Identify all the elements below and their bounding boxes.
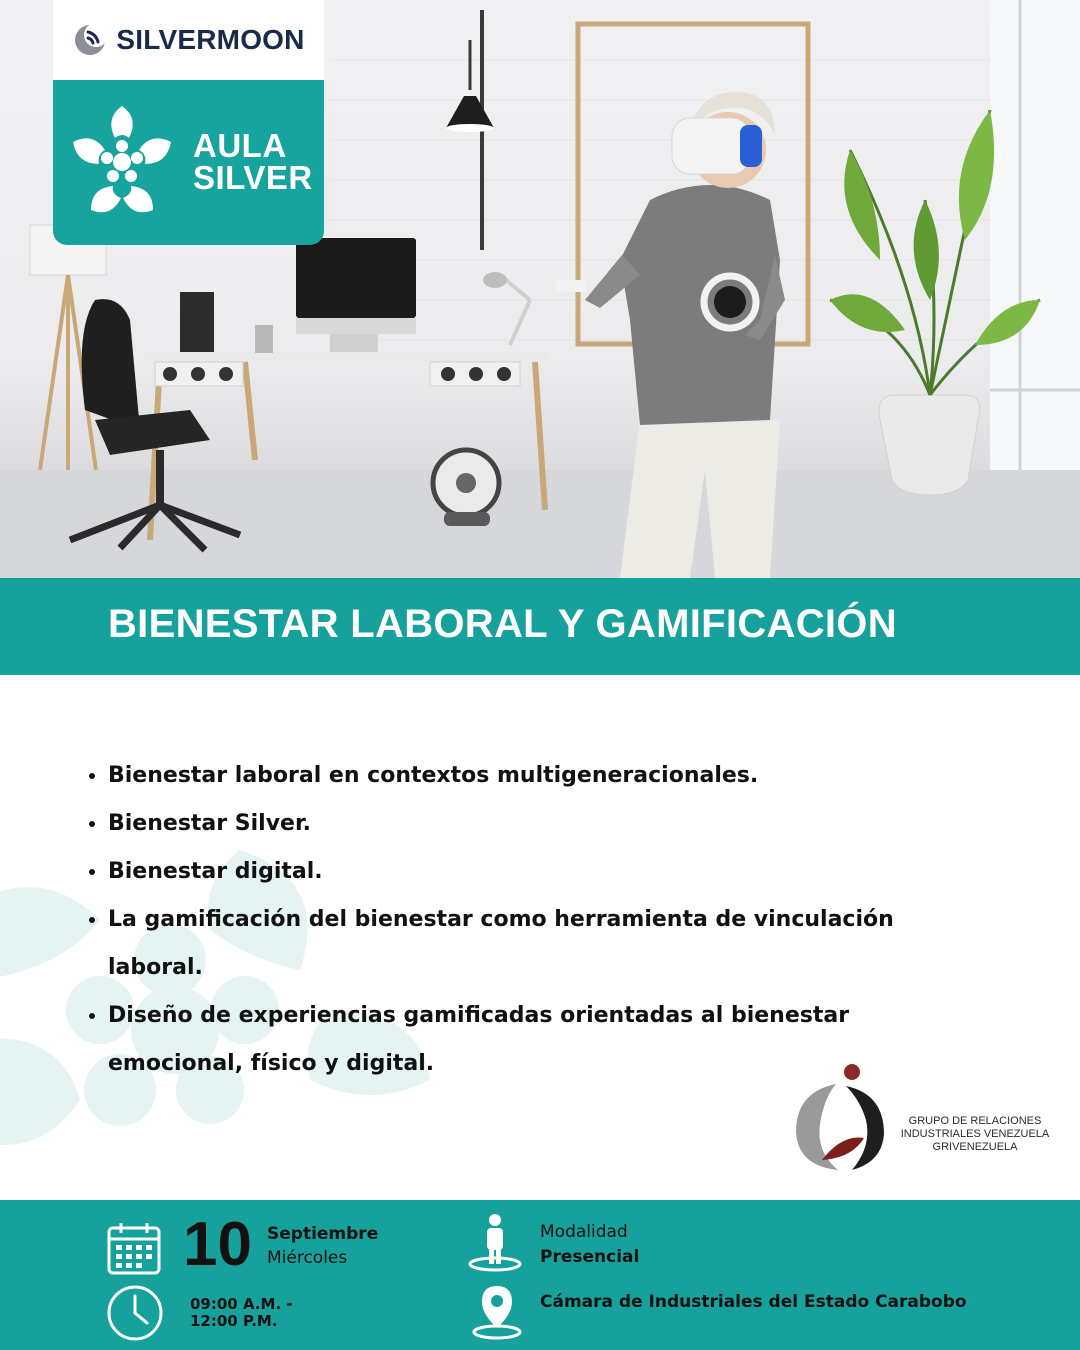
event-month: Septiembre [267, 1224, 379, 1244]
gri-emblem-icon [792, 1062, 892, 1174]
aula-silver-wordmark [193, 127, 313, 196]
gri-line: GRIVENEZUELA [932, 1141, 1018, 1153]
time-end: 12:00 P.M. [190, 1312, 278, 1330]
monitor [180, 238, 416, 353]
silvermoon-brand-bar [53, 0, 324, 80]
event-weekday: Miércoles [267, 1248, 348, 1268]
person-standing-icon [466, 1212, 524, 1272]
list-item: • Bienestar laboral en contextos multigeneracionales. [108, 752, 988, 800]
event-footer [0, 1200, 1080, 1350]
page-title: BIENESTAR LABORAL Y GAMIFICACIÓN [108, 602, 897, 646]
silvermoon-moon-icon [72, 22, 108, 58]
list-item: • La gamificación del bienestar como herramienta de vinculación laboral. [108, 896, 988, 992]
silver-word: SILVER [193, 159, 313, 196]
calendar-icon [106, 1220, 162, 1276]
clock-icon [106, 1284, 164, 1342]
gri-line: INDUSTRIALES VENEZUELA [900, 1128, 1050, 1140]
list-item: • Diseño de experiencias gamificadas orientadas al bienestar emocional, físico y digital. [108, 992, 988, 1088]
pendant-lamp [446, 10, 494, 250]
location-pin-icon [470, 1282, 524, 1342]
event-day: 10 [183, 1210, 252, 1279]
mode-value: Presencial [540, 1247, 640, 1267]
time-start: 09:00 A.M. - [190, 1295, 293, 1313]
event-venue: Cámara de Industriales del Estado Carabobo [540, 1292, 967, 1312]
title-band [0, 578, 1080, 675]
event-time [190, 1296, 340, 1330]
gri-venezuela-logo [792, 1062, 1052, 1177]
gri-name [900, 1115, 1050, 1154]
window [990, 0, 1080, 470]
topics-list [80, 752, 988, 1088]
list-item: • Bienestar digital. [108, 848, 988, 896]
mode-label: Modalidad [540, 1222, 628, 1242]
flower-star-icon [67, 102, 177, 222]
silvermoon-wordmark: SILVERMOON [116, 24, 305, 55]
list-item: • Bienestar Silver. [108, 800, 988, 848]
desk-lamp [483, 272, 530, 345]
aula-word: AULA [193, 127, 287, 164]
gri-line: GRUPO DE RELACIONES [908, 1115, 1042, 1127]
aula-silver-logo [53, 80, 324, 245]
